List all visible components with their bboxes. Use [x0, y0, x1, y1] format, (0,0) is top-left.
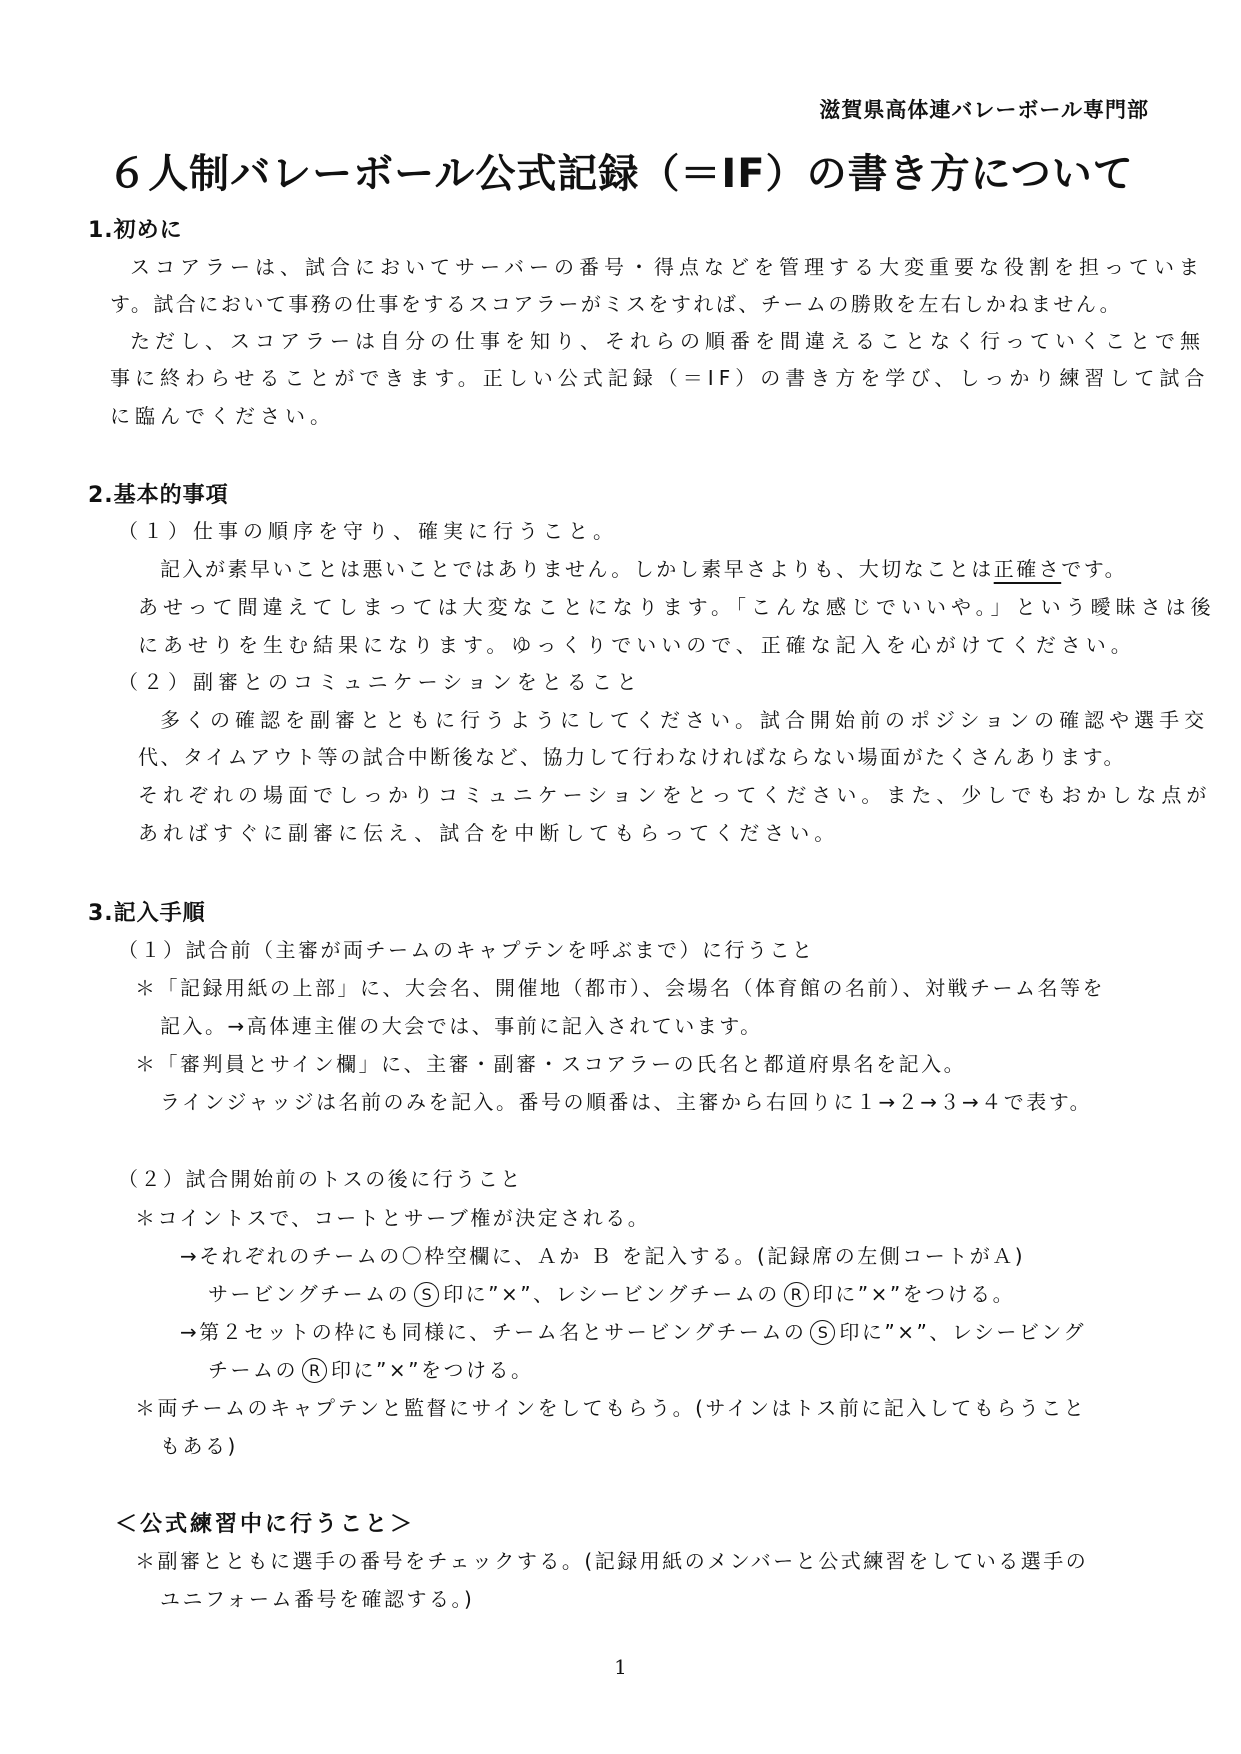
s3-bullet-line: ＊両チームのキャプテンと監督にサインをしてもらう。(サインはトス前に記入してもらうこと	[135, 1396, 1087, 1420]
s1-paragraph-line: す。試合において事務の仕事をするスコアラーがミスをすれば、チームの勝敗を左右しかねません。	[110, 292, 1123, 316]
section-4-heading: ＜公式練習中に行うこと＞	[115, 1512, 416, 1537]
s4-bullet-line: ユニフォーム番号を確認する。)	[160, 1587, 475, 1611]
text-run: です。	[1061, 557, 1128, 581]
s1-paragraph-line: に臨んでください。	[110, 404, 335, 428]
circled-r-mark: R	[784, 1282, 809, 1307]
s1-paragraph-line: 事に終わらせることができます。正しい公式記録（＝IF）の書き方を学び、しっかり練習して試合	[110, 366, 1210, 390]
text-run: 印に”×”をつける。	[812, 1282, 1016, 1306]
organization-name: 滋賀県高体連バレーボール専門部	[819, 98, 1149, 122]
text-run: 印に”×”をつける。	[331, 1358, 534, 1382]
s3-bullet-line: ＊コイントスで、コートとサーブ権が決定される。	[135, 1206, 651, 1230]
s3-bullet-line: ＊「審判員とサイン欄」に、主審・副審・スコアラーの氏名と都道府県名を記入。	[135, 1052, 967, 1076]
text-run: チームの	[208, 1358, 298, 1382]
s2-item-2-heading: （２）副審とのコミュニケーションをとること	[118, 670, 642, 694]
s3-arrow-line	[208, 1354, 533, 1383]
section-2-heading: 2.基本的事項	[88, 483, 229, 508]
s2-item-2-line: あればすぐに副審に伝え、試合を中断してもらってください。	[138, 821, 840, 845]
section-3-heading: 3.記入手順	[88, 901, 206, 926]
s3-bullet-line: 記入。→高体連主催の大会では、事前に記入されています。	[160, 1014, 763, 1038]
s1-paragraph-line: スコアラーは、試合においてサーバーの番号・得点などを管理する大変重要な役割を担っていま	[130, 255, 1204, 279]
s1-paragraph-line: ただし、スコアラーは自分の仕事を知り、それらの順番を間違えることなく行っていくことで無	[130, 329, 1205, 353]
s3-bullet-line: ＊「記録用紙の上部」に、大会名、開催地（都市）、会場名（体育館の名前）、対戦チーム名等を	[135, 976, 1105, 1000]
s2-item-2-line: 多くの確認を副審とともに行うようにしてください。試合開始前のポジションの確認や選手交	[160, 708, 1210, 732]
s2-item-2-line: それぞれの場面でしっかりコミュニケーションをとってください。また、少しでもおかしな点が	[138, 783, 1212, 807]
s3-arrow-line	[180, 1316, 1086, 1345]
underlined-emphasis: 正確さ	[993, 557, 1062, 581]
section-1-heading: 1.初めに	[88, 218, 183, 243]
text-run: →第２セットの枠にも同様に、チーム名とサービングチームの	[180, 1320, 807, 1344]
s2-item-1-line: にあせりを生む結果になります。ゆっくりでいいので、正確な記入を心がけてください。	[138, 633, 1136, 657]
s2-item-1-line	[160, 553, 1127, 582]
text-run: 印に”×”、レシービング	[839, 1320, 1086, 1344]
page-title: ６人制バレーボール公式記録（＝IF）の書き方について	[107, 151, 1134, 197]
page-number: 1	[614, 1655, 627, 1679]
s3-bullet-line: ラインジャッジは名前のみを記入。番号の順番は、主審から右回りに１→２→３→４で表す。	[160, 1090, 1093, 1114]
s4-bullet-line: ＊副審とともに選手の番号をチェックする。(記録用紙のメンバーと公式練習をしている選手の	[135, 1549, 1089, 1573]
text-run: 印に”×”、レシービングチームの	[443, 1282, 780, 1306]
text-run: サービングチームの	[208, 1282, 411, 1306]
s3-bullet-line: もある)	[160, 1434, 238, 1458]
s2-item-1-heading: （１）仕事の順序を守り、確実に行うこと。	[118, 519, 618, 543]
s3-item-1-heading: （１）試合前（主審が両チームのキャプテンを呼ぶまで）に行うこと	[118, 938, 815, 962]
s3-item-2-heading: （２）試合開始前のトスの後に行うこと	[118, 1167, 523, 1191]
circled-s-mark: S	[414, 1282, 439, 1307]
s2-item-2-line: 代、タイムアウト等の試合中断後など、協力して行わなければならない場面がたくさんあります。	[138, 745, 1126, 769]
circled-r-mark: R	[302, 1358, 327, 1383]
text-run: 記入が素早いことは悪いことではありません。しかし素早さよりも、大切なことは	[160, 557, 994, 581]
s2-item-1-line: あせって間違えてしまっては大変なことになります。「こんな感じでいいや。」という曖昧さは後	[138, 595, 1216, 619]
circled-s-mark: S	[810, 1320, 835, 1345]
s3-arrow-line	[208, 1278, 1015, 1307]
s3-arrow-line: →それぞれのチームの〇枠空欄に、Ａか Ｂ を記入する。(記録席の左側コートがＡ)	[180, 1244, 1026, 1268]
